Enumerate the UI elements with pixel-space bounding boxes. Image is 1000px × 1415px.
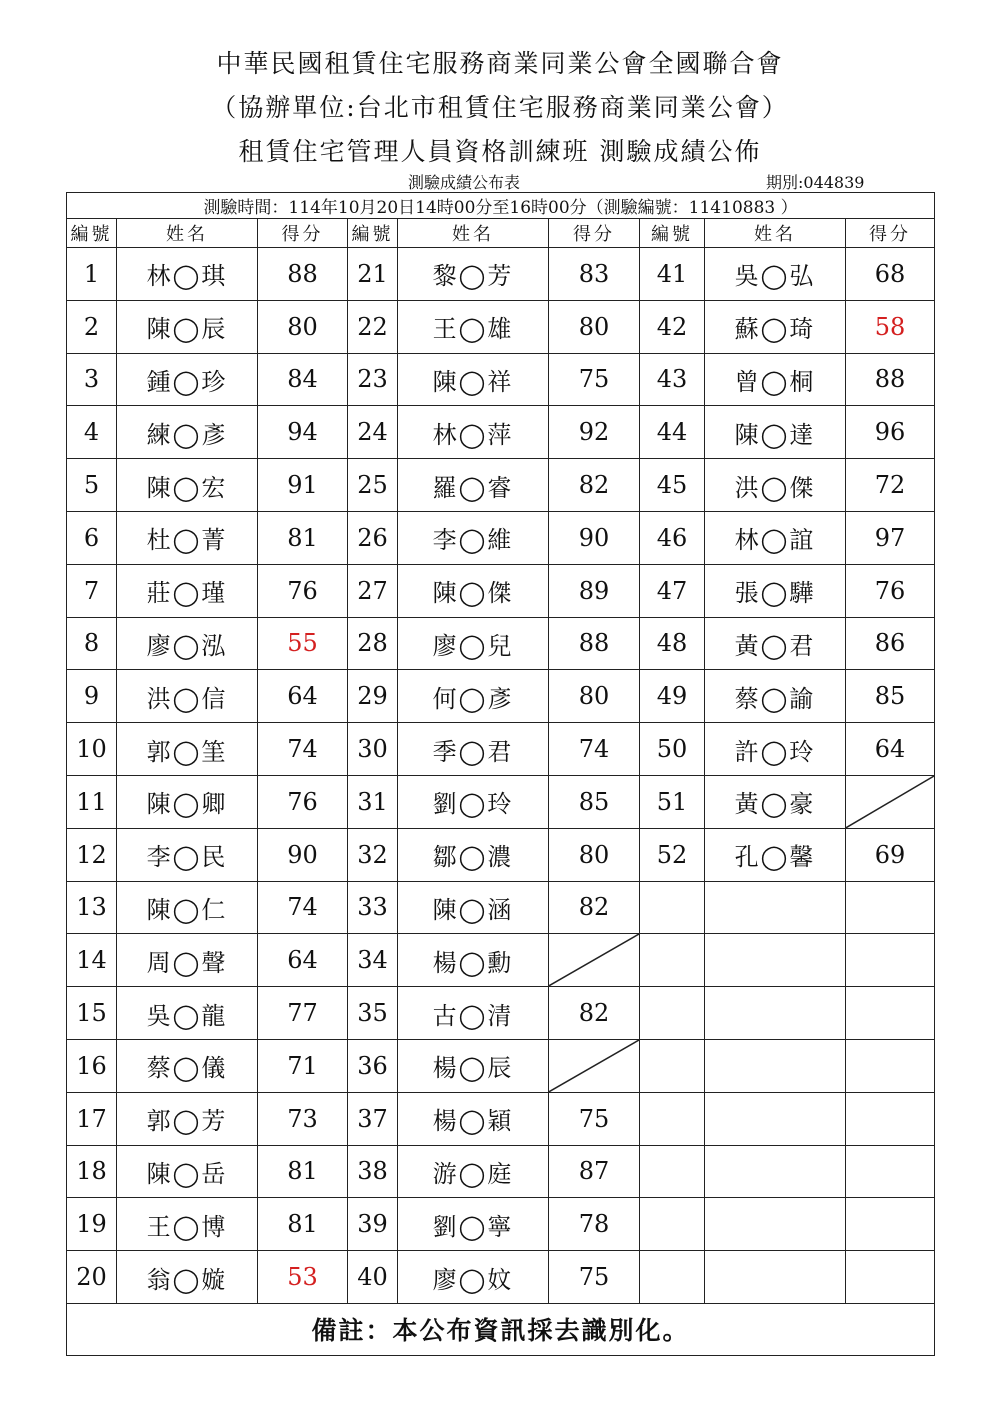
- cell-number: 44: [640, 406, 705, 459]
- cell-number: 15: [67, 987, 117, 1040]
- cell-score: 72: [846, 459, 935, 512]
- cell-name: 劉◯寧: [398, 1198, 549, 1251]
- cell-number: 18: [67, 1145, 117, 1198]
- cell-score: 64: [258, 934, 348, 987]
- cell-name: 王◯博: [117, 1198, 258, 1251]
- cell-number: 3: [67, 353, 117, 406]
- cell-number: 32: [348, 828, 398, 881]
- co-organizer-line: （協辦單位:台北市租賃住宅服務商業同業公會）: [211, 93, 789, 122]
- cell-number: [640, 934, 705, 987]
- table-row: [67, 987, 935, 1040]
- cell-name: 莊◯瑾: [117, 564, 258, 617]
- cell-name: 林◯琪: [117, 248, 258, 301]
- cell-number: 25: [348, 459, 398, 512]
- cell-number: 17: [67, 1092, 117, 1145]
- cell-name: 羅◯睿: [398, 459, 549, 512]
- cell-score: 69: [846, 828, 935, 881]
- cell-name: 游◯庭: [398, 1145, 549, 1198]
- cell-name: 鍾◯珍: [117, 353, 258, 406]
- cell-number: [640, 1039, 705, 1092]
- table-row: [67, 564, 935, 617]
- cell-name: 王◯雄: [398, 300, 549, 353]
- cell-score: 74: [258, 723, 348, 776]
- cell-score: 53: [258, 1251, 348, 1304]
- cell-number: 4: [67, 406, 117, 459]
- cell-name: 吳◯龍: [117, 987, 258, 1040]
- cell-number: 14: [67, 934, 117, 987]
- cell-name: 孔◯馨: [705, 828, 846, 881]
- cell-score: 55: [258, 617, 348, 670]
- cell-number: 51: [640, 775, 705, 828]
- cell-name: [705, 1039, 846, 1092]
- cell-score: [846, 934, 935, 987]
- cell-name: 廖◯兒: [398, 617, 549, 670]
- cell-number: 45: [640, 459, 705, 512]
- cell-number: 46: [640, 511, 705, 564]
- cell-name: 陳◯傑: [398, 564, 549, 617]
- cell-score: 87: [549, 1145, 640, 1198]
- cell-name: [705, 1198, 846, 1251]
- table-row: [67, 511, 935, 564]
- cell-name: 季◯君: [398, 723, 549, 776]
- cell-score: 89: [549, 564, 640, 617]
- cell-score: 88: [846, 353, 935, 406]
- cell-score: 96: [846, 406, 935, 459]
- cell-number: 8: [67, 617, 117, 670]
- cell-name: 曾◯桐: [705, 353, 846, 406]
- cell-score-absent: [549, 934, 640, 987]
- cell-score: 85: [846, 670, 935, 723]
- cell-name: [705, 934, 846, 987]
- cell-number: 10: [67, 723, 117, 776]
- cell-name: [705, 1251, 846, 1304]
- cell-number: 35: [348, 987, 398, 1040]
- cell-number: 2: [67, 300, 117, 353]
- cell-name: 陳◯達: [705, 406, 846, 459]
- cell-score: 82: [549, 881, 640, 934]
- cell-name: 林◯萍: [398, 406, 549, 459]
- cell-score: 78: [549, 1198, 640, 1251]
- cell-score: 85: [549, 775, 640, 828]
- cell-name: 林◯誼: [705, 511, 846, 564]
- cell-number: [640, 1145, 705, 1198]
- cell-score: 81: [258, 1198, 348, 1251]
- cell-name: 何◯彥: [398, 670, 549, 723]
- table-row: [67, 406, 935, 459]
- cell-name: [705, 1145, 846, 1198]
- cell-score: 88: [549, 617, 640, 670]
- cell-name: 楊◯勳: [398, 934, 549, 987]
- header-row: [67, 219, 935, 248]
- cell-score: [846, 987, 935, 1040]
- cell-name: [705, 1092, 846, 1145]
- cell-score: 97: [846, 511, 935, 564]
- cell-number: 34: [348, 934, 398, 987]
- cell-score: [846, 881, 935, 934]
- table-row: [67, 1145, 935, 1198]
- col-header-number: 編號: [640, 219, 705, 248]
- cell-number: 29: [348, 670, 398, 723]
- cell-name: 陳◯祥: [398, 353, 549, 406]
- period-label: 期別:044839: [766, 173, 865, 192]
- cell-score: [846, 1251, 935, 1304]
- cell-score: 75: [549, 353, 640, 406]
- cell-name: 劉◯玲: [398, 775, 549, 828]
- absent-slash: [549, 1040, 639, 1092]
- table-row: [67, 617, 935, 670]
- cell-score: 71: [258, 1039, 348, 1092]
- cell-number: 24: [348, 406, 398, 459]
- col-header-name: 姓名: [398, 219, 549, 248]
- table-caption: 測驗成績公布表: [408, 173, 521, 192]
- cell-name: 杜◯菁: [117, 511, 258, 564]
- cell-number: [640, 1092, 705, 1145]
- cell-number: 20: [67, 1251, 117, 1304]
- cell-number: 40: [348, 1251, 398, 1304]
- cell-score: 77: [258, 987, 348, 1040]
- cell-score: 64: [846, 723, 935, 776]
- cell-number: 23: [348, 353, 398, 406]
- cell-score: 75: [549, 1251, 640, 1304]
- cell-score: 86: [846, 617, 935, 670]
- cell-score: 82: [549, 459, 640, 512]
- table-row: [67, 723, 935, 776]
- cell-name: 黎◯芳: [398, 248, 549, 301]
- cell-number: 43: [640, 353, 705, 406]
- cell-score: 75: [549, 1092, 640, 1145]
- cell-name: 李◯民: [117, 828, 258, 881]
- cell-name: 古◯清: [398, 987, 549, 1040]
- cell-name: 陳◯涵: [398, 881, 549, 934]
- cell-score: 73: [258, 1092, 348, 1145]
- cell-score: 81: [258, 1145, 348, 1198]
- cell-name: 陳◯宏: [117, 459, 258, 512]
- table-row: [67, 353, 935, 406]
- cell-number: 41: [640, 248, 705, 301]
- col-header-score: 得分: [549, 219, 640, 248]
- cell-number: 26: [348, 511, 398, 564]
- cell-score: 81: [258, 511, 348, 564]
- cell-number: 22: [348, 300, 398, 353]
- cell-score: 64: [258, 670, 348, 723]
- cell-score: 83: [549, 248, 640, 301]
- cell-name: 吳◯弘: [705, 248, 846, 301]
- cell-score: 80: [549, 300, 640, 353]
- cell-score: 91: [258, 459, 348, 512]
- page-title: 租賃住宅管理人員資格訓練班 測驗成績公佈: [238, 137, 762, 166]
- cell-number: 37: [348, 1092, 398, 1145]
- table-row: [67, 459, 935, 512]
- cell-name: 周◯聲: [117, 934, 258, 987]
- cell-score: 90: [258, 828, 348, 881]
- cell-name: 翁◯嫙: [117, 1251, 258, 1304]
- col-header-name: 姓名: [117, 219, 258, 248]
- cell-name: [705, 881, 846, 934]
- cell-number: 48: [640, 617, 705, 670]
- cell-number: 16: [67, 1039, 117, 1092]
- cell-score: 76: [258, 775, 348, 828]
- cell-score: 88: [258, 248, 348, 301]
- cell-number: [640, 987, 705, 1040]
- cell-score: 84: [258, 353, 348, 406]
- cell-number: 42: [640, 300, 705, 353]
- col-header-number: 編號: [348, 219, 398, 248]
- cell-score: 94: [258, 406, 348, 459]
- cell-number: 39: [348, 1198, 398, 1251]
- cell-score: 68: [846, 248, 935, 301]
- absent-slash: [549, 934, 639, 986]
- cell-name: 洪◯信: [117, 670, 258, 723]
- cell-name: 楊◯辰: [398, 1039, 549, 1092]
- cell-number: [640, 1251, 705, 1304]
- cell-number: 13: [67, 881, 117, 934]
- cell-score: [846, 1198, 935, 1251]
- cell-number: 47: [640, 564, 705, 617]
- table-row: [67, 248, 935, 301]
- cell-number: 50: [640, 723, 705, 776]
- cell-name: 黃◯君: [705, 617, 846, 670]
- absent-slash: [846, 776, 934, 828]
- cell-score: 80: [258, 300, 348, 353]
- cell-name: 郭◯芳: [117, 1092, 258, 1145]
- cell-name: 楊◯穎: [398, 1092, 549, 1145]
- cell-name: 陳◯仁: [117, 881, 258, 934]
- cell-number: 7: [67, 564, 117, 617]
- cell-name: 陳◯岳: [117, 1145, 258, 1198]
- cell-number: 38: [348, 1145, 398, 1198]
- cell-score: 80: [549, 828, 640, 881]
- cell-name: 黃◯豪: [705, 775, 846, 828]
- cell-score: [846, 1145, 935, 1198]
- cell-score: 92: [549, 406, 640, 459]
- cell-number: 12: [67, 828, 117, 881]
- session-row: [67, 193, 935, 219]
- session-info: 測驗時間：114年10月20日14時00分至16時00分（測驗編號：11410883 ）: [67, 193, 935, 219]
- cell-number: 36: [348, 1039, 398, 1092]
- cell-number: 9: [67, 670, 117, 723]
- col-header-number: 編號: [67, 219, 117, 248]
- cell-score: 74: [258, 881, 348, 934]
- table-row: [67, 1092, 935, 1145]
- cell-name: 許◯玲: [705, 723, 846, 776]
- cell-number: 30: [348, 723, 398, 776]
- cell-name: 陳◯卿: [117, 775, 258, 828]
- table-row: [67, 1039, 935, 1092]
- cell-name: 練◯彥: [117, 406, 258, 459]
- table-row: [67, 670, 935, 723]
- cell-score: [846, 1039, 935, 1092]
- cell-name: 洪◯傑: [705, 459, 846, 512]
- cell-name: 陳◯辰: [117, 300, 258, 353]
- union-title: 中華民國租賃住宅服務商業同業公會全國聯合會: [216, 49, 784, 78]
- cell-score: 58: [846, 300, 935, 353]
- cell-number: 1: [67, 248, 117, 301]
- cell-number: [640, 1198, 705, 1251]
- remark-note: 備註：本公布資訊採去識別化。: [67, 1303, 935, 1355]
- col-header-score: 得分: [846, 219, 935, 248]
- table-row: [67, 1198, 935, 1251]
- table-row: [67, 828, 935, 881]
- cell-number: 5: [67, 459, 117, 512]
- cell-name: 郭◯筀: [117, 723, 258, 776]
- table-row: [67, 300, 935, 353]
- cell-number: 28: [348, 617, 398, 670]
- cell-number: 33: [348, 881, 398, 934]
- note-row: [67, 1303, 935, 1355]
- cell-score: 76: [258, 564, 348, 617]
- col-header-name: 姓名: [705, 219, 846, 248]
- cell-number: 52: [640, 828, 705, 881]
- cell-name: 蘇◯琦: [705, 300, 846, 353]
- cell-score: 80: [549, 670, 640, 723]
- cell-name: 蔡◯諭: [705, 670, 846, 723]
- cell-score-absent: [549, 1039, 640, 1092]
- cell-name: 廖◯泓: [117, 617, 258, 670]
- table-row: [67, 775, 935, 828]
- cell-name: 鄒◯濃: [398, 828, 549, 881]
- cell-score: [846, 1092, 935, 1145]
- cell-name: 蔡◯儀: [117, 1039, 258, 1092]
- cell-number: 31: [348, 775, 398, 828]
- cell-score: 90: [549, 511, 640, 564]
- table-row: [67, 881, 935, 934]
- cell-score: 74: [549, 723, 640, 776]
- table-row: [67, 1251, 935, 1304]
- cell-name: 李◯維: [398, 511, 549, 564]
- cell-number: 19: [67, 1198, 117, 1251]
- cell-score: 76: [846, 564, 935, 617]
- table-row: [67, 934, 935, 987]
- cell-number: 49: [640, 670, 705, 723]
- score-table: [66, 192, 935, 1356]
- cell-name: 張◯驊: [705, 564, 846, 617]
- cell-number: 21: [348, 248, 398, 301]
- cell-name: [705, 987, 846, 1040]
- col-header-score: 得分: [258, 219, 348, 248]
- cell-score: 82: [549, 987, 640, 1040]
- cell-number: 11: [67, 775, 117, 828]
- cell-number: 6: [67, 511, 117, 564]
- cell-number: [640, 881, 705, 934]
- cell-score-absent: [846, 775, 935, 828]
- cell-number: 27: [348, 564, 398, 617]
- cell-name: 廖◯妏: [398, 1251, 549, 1304]
